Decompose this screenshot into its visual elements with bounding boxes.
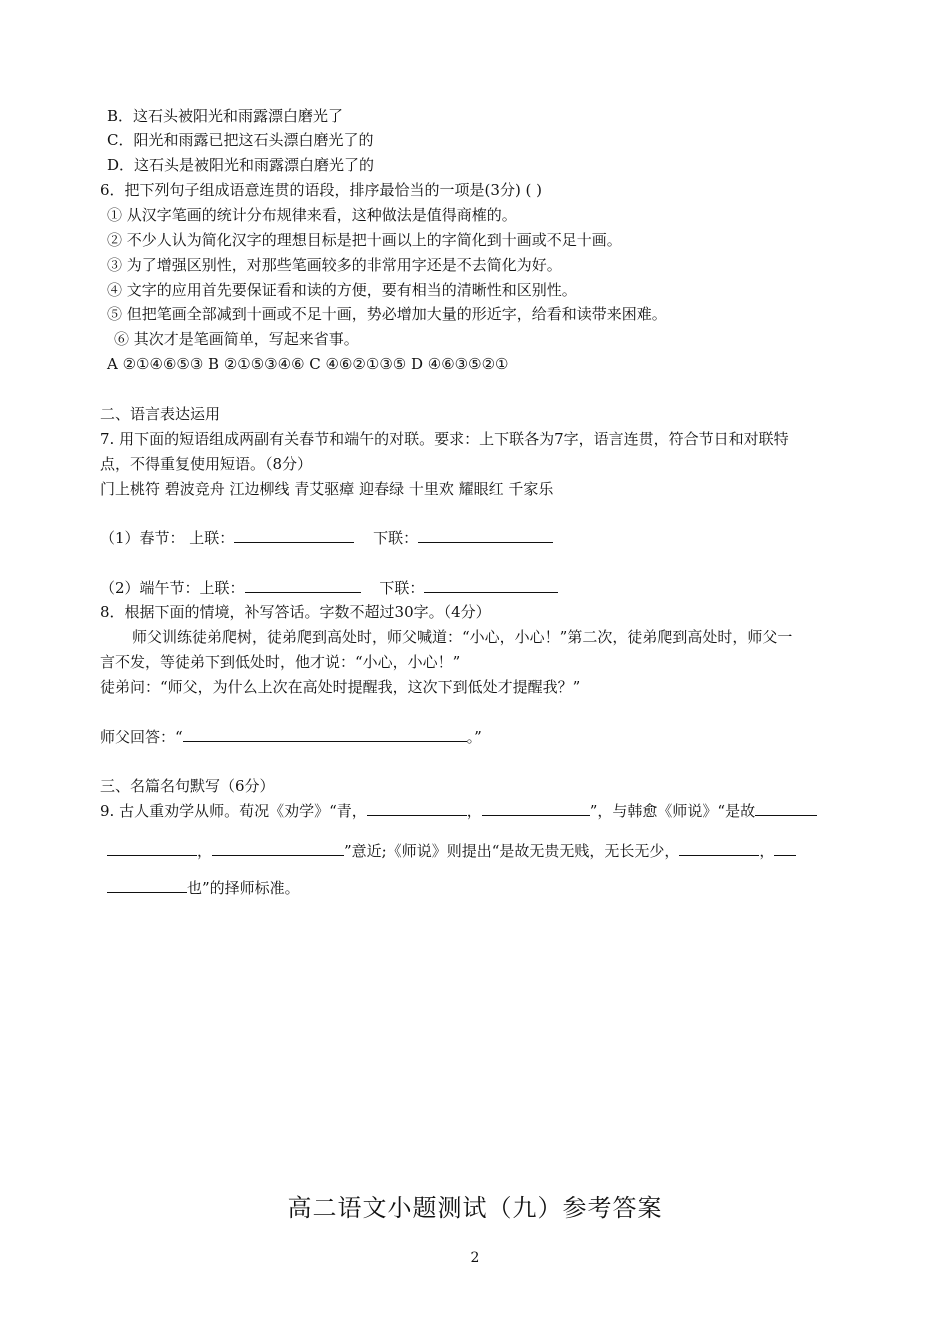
q9-line2 bbox=[107, 841, 796, 861]
q9-blank-1[interactable] bbox=[367, 801, 467, 816]
q9-sep-1: ， bbox=[466, 802, 482, 820]
q9-line1 bbox=[100, 801, 817, 821]
q9-text-2: ”，与韩愈《师说》“是故 bbox=[589, 802, 756, 820]
q8-answer-suffix: 。” bbox=[466, 728, 482, 746]
section3-heading: 三、名篇名句默写（6分） bbox=[100, 777, 275, 795]
q6-item: ④ 文字的应用首先要保证看和读的方便，要有相当的清晰性和区别性。 bbox=[107, 281, 577, 299]
spring-upper-blank[interactable] bbox=[234, 528, 354, 543]
q9-sep-2: ， bbox=[197, 842, 213, 860]
q6-item: ⑤ 但把笔画全部减到十画或不足十画，势必增加大量的形近字，给看和读带来困难。 bbox=[107, 305, 667, 323]
q9-blank-6[interactable] bbox=[679, 841, 759, 856]
q7-stem-line1: 7. 用下面的短语组成两副有关春节和端午的对联。要求：上下联各为7字，语言连贯，符合节日和对联特 bbox=[100, 430, 789, 448]
q8-stem: 8．根据下面的情境，补写答话。字数不超过30字。（4分） bbox=[100, 603, 491, 621]
spring-lower-label: 下联： bbox=[373, 529, 419, 547]
q9-blank-2[interactable] bbox=[482, 801, 590, 816]
q9-blank-7[interactable] bbox=[774, 841, 796, 856]
spring-label: （1）春节： 上联： bbox=[100, 529, 235, 547]
q9-blank-8[interactable] bbox=[107, 878, 187, 893]
q7-spring-festival-row bbox=[100, 528, 553, 548]
q9-line3 bbox=[107, 878, 300, 898]
q9-blank-4[interactable] bbox=[107, 841, 197, 856]
q8-answer-prefix: 师父回答：“ bbox=[100, 728, 183, 746]
q9-text-1: 9. 古人重劝学从师。荀况《劝学》“青， bbox=[100, 802, 367, 820]
q6-item: ⑥ 其次才是笔画简单，写起来省事。 bbox=[114, 330, 359, 348]
q5-option-b: B．这石头被阳光和雨露漂白磨光了 bbox=[107, 107, 344, 125]
q6-stem: 6．把下列句子组成语意连贯的语段，排序最恰当的一项是(3分) ( ) bbox=[100, 181, 543, 199]
q6-item: ③ 为了增强区别性，对那些笔画较多的非常用字还是不去简化为好。 bbox=[107, 256, 562, 274]
q8-passage-line3: 徒弟问：“师父，为什么上次在高处时提醒我，这次下到低处才提醒我？” bbox=[100, 678, 581, 696]
dragon-lower-blank[interactable] bbox=[424, 578, 558, 593]
page-number: 2 bbox=[470, 1250, 480, 1266]
q9-blank-3[interactable] bbox=[755, 801, 817, 816]
q8-passage-line1: 师父训练徒弟爬树，徒弟爬到高处时，师父喊道：“小心，小心！”第二次，徒弟爬到高处时，师父一 bbox=[132, 628, 793, 646]
dragon-upper-blank[interactable] bbox=[245, 578, 361, 593]
q8-passage-line2: 言不发，等徒弟下到低处时，他才说：“小心，小心！” bbox=[100, 653, 461, 671]
spring-lower-blank[interactable] bbox=[418, 528, 553, 543]
q7-dragon-boat-row bbox=[100, 578, 558, 598]
dragon-lower-label: 下联： bbox=[379, 579, 425, 597]
q9-sep-3: ， bbox=[759, 842, 775, 860]
section2-heading: 二、语言表达运用 bbox=[100, 405, 221, 423]
dragon-label: （2）端午节：上联： bbox=[100, 579, 245, 597]
q8-answer-row bbox=[100, 727, 482, 747]
q9-text-4: 也”的择师标准。 bbox=[187, 879, 300, 897]
q9-text-3: ”意近;《师说》则提出“是故无贵无贱，无长无少， bbox=[344, 842, 680, 860]
q7-phrases: 门上桃符 碧波竞舟 江边柳线 青艾驱瘴 迎春绿 十里欢 耀眼红 千家乐 bbox=[100, 480, 554, 498]
q7-stem-line2: 点，不得重复使用短语。（8分） bbox=[100, 455, 313, 473]
q5-option-c: C．阳光和雨露已把这石头漂白磨光了的 bbox=[107, 131, 374, 149]
q6-item: ② 不少人认为简化汉字的理想目标是把十画以上的字简化到十画或不足十画。 bbox=[107, 231, 622, 249]
q5-option-d: D．这石头是被阳光和雨露漂白磨光了的 bbox=[107, 156, 375, 174]
q8-answer-blank[interactable] bbox=[183, 727, 467, 742]
q6-choices: A ②①④⑥⑤③ B ②①⑤③④⑥ C ④⑥②①③⑤ D ④⑥③⑤②① bbox=[107, 355, 509, 373]
q6-item: ① 从汉字笔画的统计分布规律来看，这种做法是值得商榷的。 bbox=[107, 206, 517, 224]
answers-title: 高二语文小题测试（九）参考答案 bbox=[287, 1194, 663, 1222]
q9-blank-5[interactable] bbox=[212, 841, 344, 856]
